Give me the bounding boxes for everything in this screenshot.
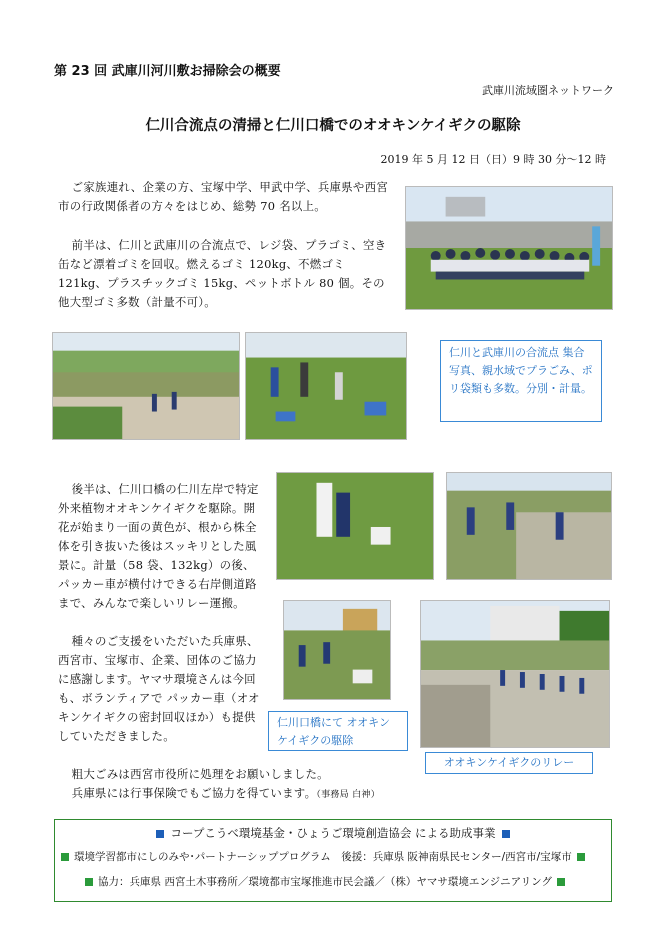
cooperation-text: 協力：兵庫県 西宮土木事務所／環境都市宝塚推進市民会議／（株）ヤマサ環境エンジニアリング: [98, 876, 552, 888]
square-marker-icon: [557, 878, 565, 886]
square-marker-icon: [85, 878, 93, 886]
confluence-photo-2: [245, 332, 407, 440]
paragraph-insurance: [58, 784, 380, 805]
sponsor-line: [55, 825, 611, 841]
sponsor-text: コープこうべ環境基金・ひょうご環境創造協会 による助成事業: [170, 826, 496, 840]
weeding-photo-2: [446, 472, 612, 580]
square-marker-icon: [61, 853, 69, 861]
organization-name: 武庫川流域圏ネットワーク: [482, 84, 614, 97]
confluence-photo-1: [52, 332, 240, 440]
caption-weeding: 仁川口橋にて オオキンケイギクの駆除: [268, 711, 408, 751]
square-marker-icon: [577, 853, 585, 861]
paragraph-first-half: 前半は、仁川と武庫川の合流点で、レジ袋、プラゴミ、空き缶など漂着ゴミを回収。燃えるゴミ 120kg、不燃ゴミ 121kg、プラスチックゴミ 15kg、ペットボトル 80 個。その他大型ゴミ多数（計量不可）。: [58, 238, 387, 309]
paragraph-acknowledgement: 種々のご支援をいただいた兵庫県、西宮市、宝塚市、企業、団体のご協力に感謝します。ヤマサ環境さんは今回も、ボランティアで パッカー車（オオキンケイギクの密封回収ほか）も提供していただきました。: [58, 634, 260, 743]
sponsor-box: [54, 819, 612, 902]
group-photo: [405, 186, 613, 310]
program-text: 環境学習都市にしのみや･パートナーシッププログラム 後援：兵庫県 阪神南県民センター/西宮市/宝塚市: [74, 851, 572, 863]
paragraph-participants: ご家族連れ、企業の方、宝塚中学、甲武中学、兵庫県や西宮市の行政関係者の方々をはじめ、総勢 70 名以上。: [58, 180, 389, 213]
square-marker-icon: [156, 830, 164, 838]
program-line: [61, 849, 585, 864]
caption-confluence: 仁川と武庫川の合流点 集合写真、親水域でプラごみ、ポリ袋類も多数。分別・計量。: [440, 340, 602, 422]
caption-relay: オオキンケイギクのリレー: [425, 752, 593, 774]
insurance-text: 兵庫県には行事保険でもご協力を得ています。: [71, 786, 317, 800]
document-title: 仁川合流点の清掃と仁川口橋でのオオキンケイギクの駆除: [145, 118, 521, 134]
signature: （事務局 白神）: [316, 790, 381, 800]
square-marker-icon: [502, 830, 510, 838]
paragraph-bulk-waste: 粗大ごみは西宮市役所に処理をお願いしました。: [71, 767, 329, 781]
weeding-photo-1: [276, 472, 434, 580]
relay-photo: [420, 600, 610, 748]
document-heading: 第 23 回 武庫川河川敷お掃除会の概要: [54, 64, 281, 79]
event-date: 2019 年 5 月 12 日（日）9 時 30 分～12 時: [380, 153, 606, 166]
cooperation-line: [85, 874, 565, 889]
weeding-photo-3: [283, 600, 391, 700]
paragraph-second-half: 後半は、仁川口橋の仁川左岸で特定外来植物オオキンケイギクを駆除。開花が始まり一面の黄色が、根から株全体を引き抜いた後はスッキリとした風景に。計量（58 袋、132kg）の後、パッカー車が横付けできる右岸側道路まで、みんなで楽しいリレー運搬。: [58, 482, 259, 610]
